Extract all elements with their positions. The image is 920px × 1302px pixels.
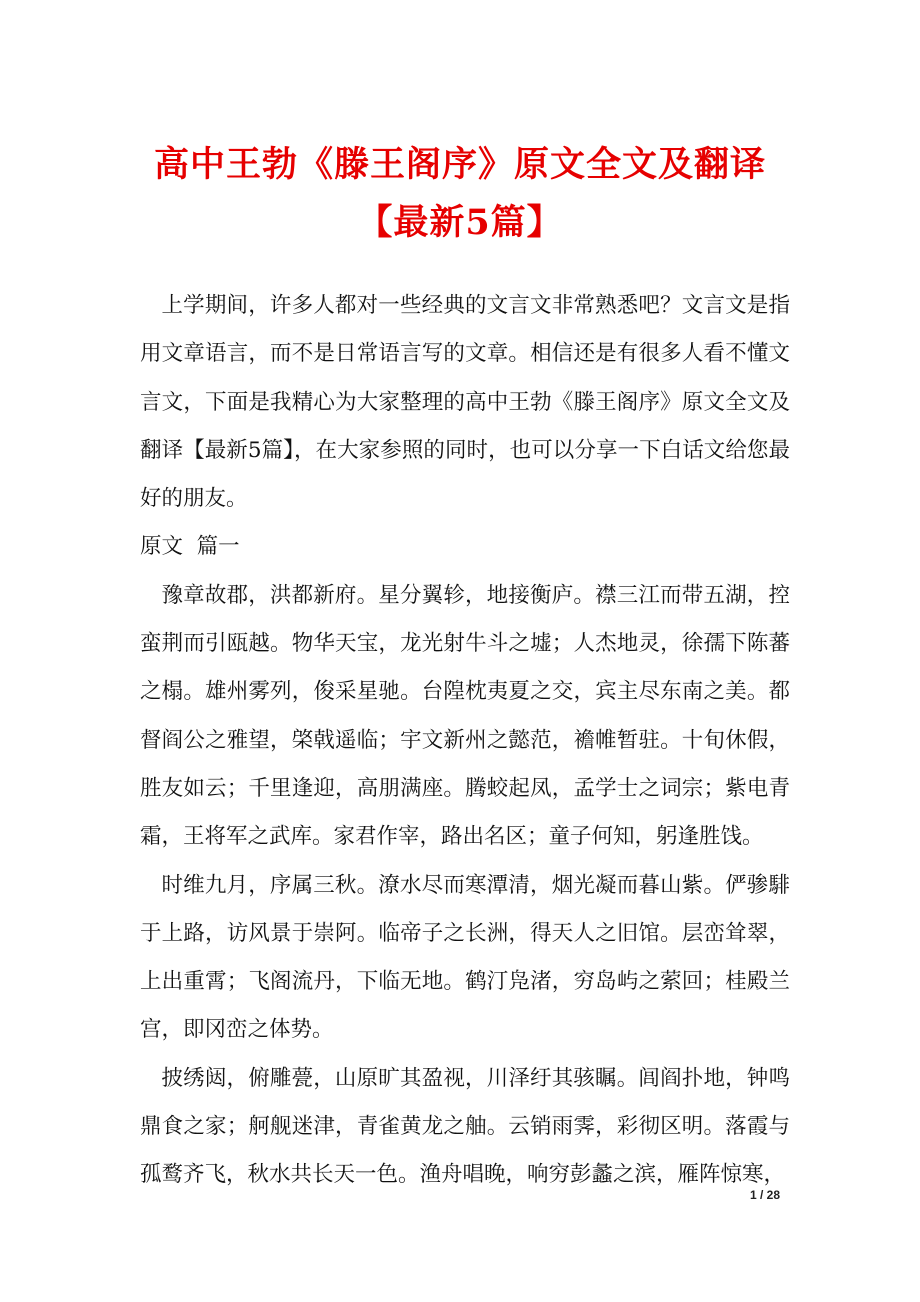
document-body bbox=[140, 282, 790, 1200]
body-paragraph: 豫章故郡，洪都新府。星分翼轸，地接衡庐。襟三江而带五湖，控蛮荆而引瓯越。物华天宝，龙光射牛斗之墟；人杰地灵，徐孺下陈蕃之榻。雄州雾列，俊采星驰。台隍枕夷夏之交，宾主尽东南之美。都督阎公之雅望，棨戟遥临；宇文新州之懿范，襜帷暂驻。十旬休假，胜友如云；千里逢迎，高朋满座。腾蛟起凤，孟学士之词宗；紫电青霜，王将军之武库。家君作宰，路出名区；童子何知，躬逢胜饯。 bbox=[140, 582, 790, 850]
document-title: 高中王勃《滕王阁序》原文全文及翻译【最新5篇】 bbox=[153, 144, 766, 243]
page-number: 1 / 28 bbox=[749, 1188, 780, 1202]
body-paragraph: 时维九月，序属三秋。潦水尽而寒潭清，烟光凝而暮山紫。俨骖騑于上路，访风景于崇阿。临帝子之长洲，得天人之旧馆。层峦耸翠，上出重霄；飞阁流丹，下临无地。鹤汀凫渚，穷岛屿之萦回；桂殿兰宫，即冈峦之体势。 bbox=[140, 872, 790, 1043]
section-heading: 原文 篇一 bbox=[140, 534, 240, 560]
intro-paragraph: 上学期间，许多人都对一些经典的文言文非常熟悉吧？文言文是指用文章语言，而不是日常语言写的文章。相信还是有很多人看不懂文言文，下面是我精心为大家整理的高中王勃《滕王阁序》原文全文及翻译【最新5篇】，在大家参照的同时，也可以分享一下白话文给您最好的朋友。 bbox=[140, 293, 790, 512]
body-paragraph: 披绣闼，俯雕甍，山原旷其盈视，川泽纡其骇瞩。闾阎扑地，钟鸣鼎食之家；舸舰迷津，青雀黄龙之舳。云销雨霁，彩彻区明。落霞与孤鹜齐飞，秋水共长天一色。渔舟唱晚，响穷彭蠡之滨，雁阵惊寒， bbox=[140, 1065, 790, 1188]
